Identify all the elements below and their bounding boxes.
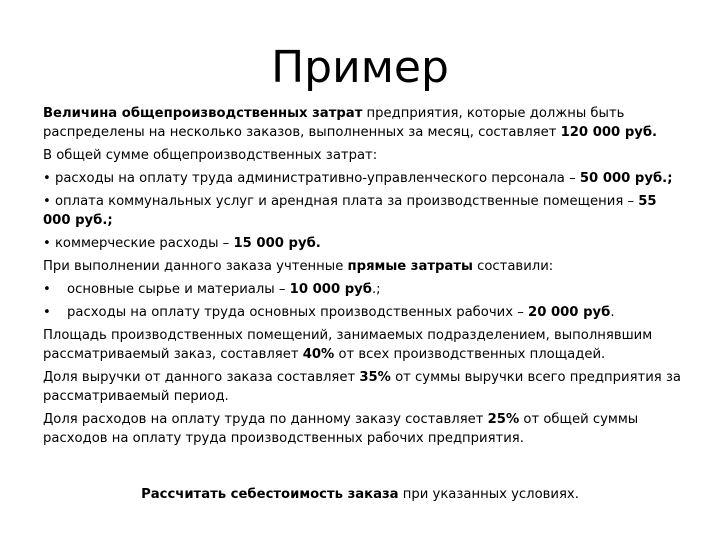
overhead-item-utilities-value: 55 000 руб.; <box>43 194 657 228</box>
overhead-item-utilities <box>43 192 683 230</box>
direct-cost-materials <box>43 280 683 299</box>
direct-costs-intro-text: При выполнении данного заказа учтенные <box>43 259 348 274</box>
overhead-total-paragraph <box>43 104 683 142</box>
labor-share-paragraph <box>43 410 683 448</box>
direct-costs-label: прямые затраты <box>347 259 473 274</box>
overhead-item-admin <box>43 169 683 188</box>
direct-cost-materials-text: основные сырье и материалы – <box>67 282 290 297</box>
direct-costs-intro <box>43 257 683 276</box>
direct-cost-materials-value: 10 000 руб <box>289 282 372 297</box>
direct-costs-intro-tail: составили: <box>472 259 554 274</box>
revenue-share-tail: от суммы выручки всего предприятия за рассматриваемый период. <box>43 370 681 404</box>
direct-cost-materials-tail: .; <box>371 282 381 297</box>
direct-cost-labor-tail: . <box>610 305 615 320</box>
direct-cost-labor-text: расходы на оплату труда основных производственных рабочих – <box>67 305 529 320</box>
direct-cost-labor-value: 20 000 руб <box>528 305 611 320</box>
overhead-item-commercial-text: • коммерческие расходы – <box>43 236 234 251</box>
labor-share-value: 25% <box>487 412 520 427</box>
floor-area-paragraph <box>43 326 683 364</box>
task-statement-text: при указанных условиях. <box>398 487 579 502</box>
direct-cost-labor <box>43 303 683 322</box>
floor-area-text: Площадь производственных помещений, занимаемых подразделением, выполнявшим рассматриваемый заказ, составляет <box>43 328 653 362</box>
task-statement <box>0 485 720 504</box>
overhead-item-admin-text: • расходы на оплату труда административно-управленческого персонала – <box>43 171 580 186</box>
revenue-share-paragraph <box>43 368 683 406</box>
task-statement-bold: Рассчитать себестоимость заказа <box>141 487 399 502</box>
floor-area-tail: от всех производственных площадей. <box>334 347 606 362</box>
overhead-item-admin-value: 50 000 руб.; <box>579 171 673 186</box>
labor-share-tail: от общей суммы расходов на оплату труда производственных рабочих предприятия. <box>43 412 639 446</box>
overhead-text: предприятия, которые должны быть распределены на несколько заказов, выполненных за месяц, составляет <box>43 106 625 140</box>
overhead-item-commercial-value: 15 000 руб. <box>233 236 321 251</box>
overhead-breakdown-intro: В общей сумме общепроизводственных затрат: <box>43 148 378 163</box>
overhead-label: Величина общепроизводственных затрат <box>43 106 363 121</box>
bullet-mark: • <box>43 282 51 297</box>
problem-text <box>43 104 683 452</box>
direct-cost-labor-content <box>67 303 615 322</box>
slide-title: Пример <box>271 42 449 93</box>
bullet-mark: • <box>43 305 51 320</box>
revenue-share-value: 35% <box>359 370 391 385</box>
labor-share-text: Доля расходов на оплату труда по данному заказу составляет <box>43 412 488 427</box>
floor-area-value: 40% <box>302 347 335 362</box>
overhead-item-utilities-text: • оплата коммунальных услуг и арендная плата за производственные помещения – <box>43 194 639 209</box>
overhead-item-commercial <box>43 234 683 253</box>
revenue-share-text: Доля выручки от данного заказа составляет <box>43 370 360 385</box>
overhead-value: 120 000 руб. <box>560 125 658 140</box>
direct-cost-materials-content <box>67 280 381 299</box>
